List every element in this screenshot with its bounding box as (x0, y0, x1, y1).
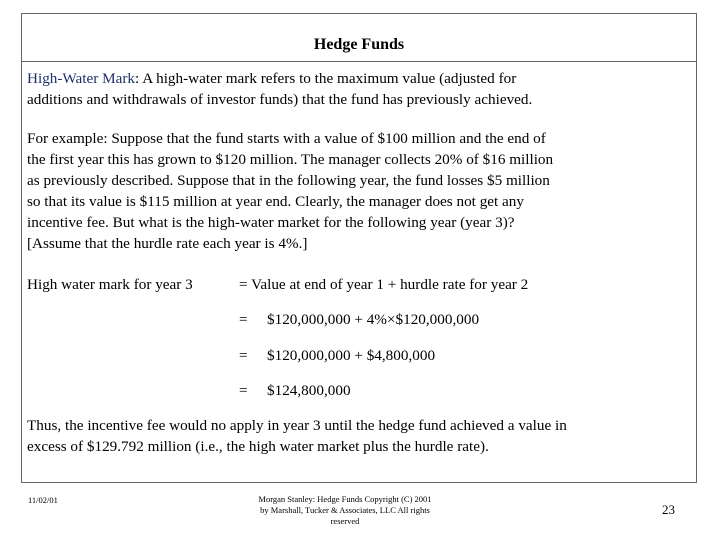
calculation-formula: = Value at end of year 1 + hurdle rate for year 2 (239, 276, 529, 293)
example-paragraph (27, 128, 657, 254)
example-line: the first year this has grown to $120 million. The manager collects 20% of $16 million (27, 151, 554, 168)
example-line: as previously described. Suppose that in the following year, the fund losses $5 million (27, 172, 550, 189)
footer-date: 11/02/01 (28, 495, 58, 505)
footer-copyright-line: Morgan Stanley: Hedge Funds Copyright (C) 2001 (258, 494, 432, 504)
calculation-label: High water mark for year 3 (27, 276, 193, 293)
example-line: [Assume that the hurdle rate each year is 4%.] (27, 235, 308, 252)
footer-copyright-line: reserved (330, 516, 360, 526)
equals-sign: = (239, 311, 248, 328)
conclusion-line: excess of $129.792 million (i.e., the high water market plus the hurdle rate). (27, 438, 489, 455)
conclusion-paragraph (27, 415, 657, 457)
calculation-step-2: $120,000,000 + 4%×$120,000,000 (267, 311, 480, 328)
example-line: incentive fee. But what is the high-water market for the following year (year 3)? (27, 214, 515, 231)
example-line: For example: Suppose that the fund starts with a value of $100 million and the end of (27, 130, 546, 147)
footer-copyright (240, 494, 450, 527)
footer-copyright-line: by Marshall, Tucker & Associates, LLC All rights (260, 505, 430, 515)
slide-content (27, 68, 657, 457)
example-line: so that its value is $115 million at year end. Clearly, the manager does not get any (27, 193, 524, 210)
equals-sign: = (239, 382, 248, 399)
title-bar (22, 14, 696, 62)
calculation-step-3: $120,000,000 + $4,800,000 (267, 347, 436, 364)
conclusion-line: Thus, the incentive fee would no apply in year 3 until the hedge fund achieved a value in (27, 417, 567, 434)
page-number: 23 (662, 502, 675, 517)
calculation-row-2 (27, 309, 657, 330)
definition-line-1: : A high-water mark refers to the maximum value (adjusted for (135, 70, 517, 87)
high-water-mark-definition (27, 68, 657, 110)
high-water-mark-term: High-Water Mark (27, 70, 136, 87)
calculation-row-4 (27, 380, 657, 401)
equals-sign: = (239, 347, 248, 364)
slide-title: Hedge Funds (313, 36, 405, 53)
calculation-row-1 (27, 274, 657, 295)
calculation-row-3 (27, 345, 657, 366)
definition-line-2: additions and withdrawals of investor funds) that the fund has previously achieved. (27, 91, 533, 108)
calculation-result: $124,800,000 (267, 382, 351, 399)
